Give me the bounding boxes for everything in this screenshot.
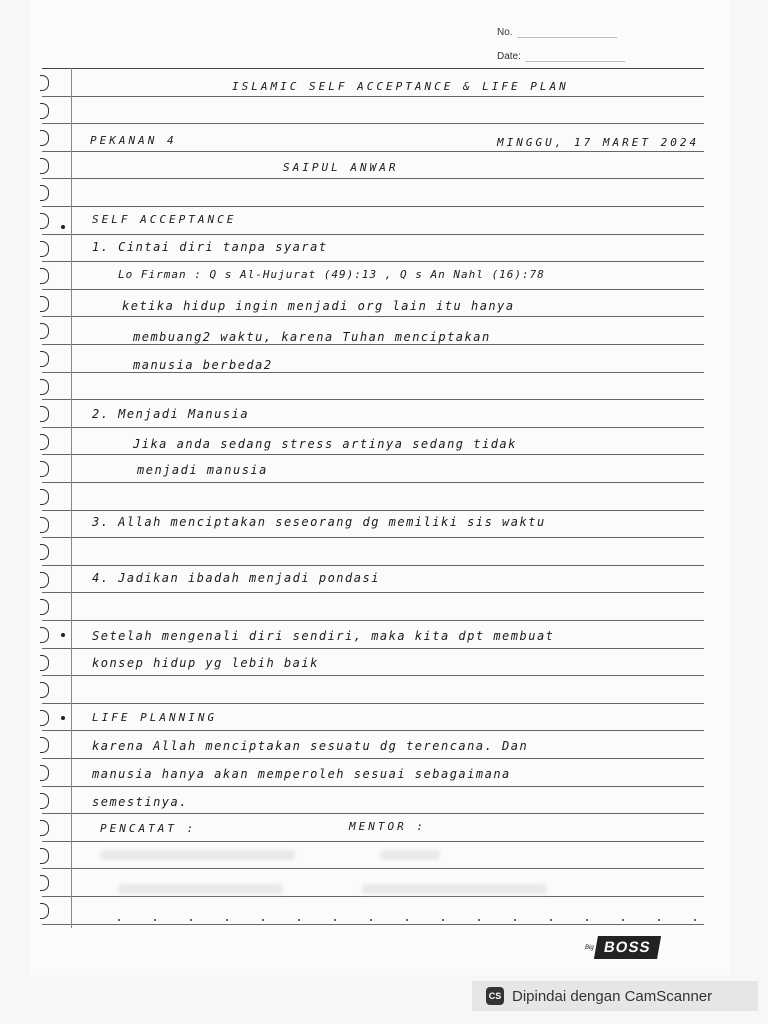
camscanner-icon: CS — [486, 987, 504, 1005]
ruled-line — [42, 316, 704, 317]
ruled-line — [42, 924, 704, 925]
ruled-line — [42, 96, 704, 97]
logo-boss-text: BOSS — [594, 936, 661, 959]
ruled-line — [42, 289, 704, 290]
header-fields — [497, 14, 625, 62]
dot — [262, 919, 264, 921]
notebook-brand-logo — [585, 936, 658, 959]
ruled-line — [42, 565, 704, 566]
ruled-line — [42, 813, 704, 814]
ruled-line — [42, 730, 704, 731]
dot — [550, 919, 552, 921]
ruled-line — [42, 68, 704, 69]
point-2-line-1: Jika anda sedang stress artinya sedang tidak — [133, 437, 517, 451]
ruled-line — [42, 399, 704, 400]
ruled-line — [42, 896, 704, 897]
ruled-line — [42, 123, 704, 124]
redacted-signature — [100, 850, 295, 860]
redacted-name — [362, 884, 547, 894]
camscanner-watermark — [472, 981, 758, 1011]
ruled-line — [42, 703, 704, 704]
point-1-line-1: ketika hidup ingin menjadi org lain itu hanya — [122, 299, 515, 313]
pencatat-label: PENCATAT : — [100, 822, 197, 835]
bullet — [61, 716, 65, 720]
point-1-line-3: manusia berbeda2 — [133, 358, 273, 372]
dot — [514, 919, 516, 921]
mentor-label: MENTOR : — [349, 820, 426, 833]
date-label: Date: — [497, 51, 521, 62]
bullet — [61, 633, 65, 637]
redacted-signature — [380, 850, 440, 860]
ruled-line — [42, 648, 704, 649]
ruled-line — [42, 592, 704, 593]
dot — [658, 919, 660, 921]
margin-line — [71, 68, 72, 928]
life-planning-line-3: semestinya. — [92, 795, 188, 809]
point-1-reference: Lo Firman : Q s Al-Hujurat (49):13 , Q s An Nahl (16):78 — [118, 268, 545, 281]
point-1-line-2: membuang2 waktu, karena Tuhan menciptakan — [133, 330, 491, 344]
dot — [586, 919, 588, 921]
ruled-line — [42, 372, 704, 373]
bullet — [61, 225, 65, 229]
dot — [154, 919, 156, 921]
ruled-line — [42, 620, 704, 621]
dot — [226, 919, 228, 921]
ruled-line — [42, 206, 704, 207]
life-planning-heading: LIFE PLANNING — [92, 711, 218, 724]
ruled-line — [42, 482, 704, 483]
point-3: 3. Allah menciptakan seseorang dg memiliki sis waktu — [92, 515, 546, 529]
camscanner-text: Dipindai dengan CamScanner — [512, 987, 713, 1005]
no-label: No. — [497, 27, 513, 38]
ruled-line — [42, 234, 704, 235]
ruled-line — [42, 537, 704, 538]
ruled-line — [42, 675, 704, 676]
week-label: PEKANAN 4 — [90, 134, 177, 147]
dot — [370, 919, 372, 921]
life-planning-line-1: karena Allah menciptakan sesuatu dg terencana. Dan — [92, 739, 529, 753]
ruled-line — [42, 261, 704, 262]
ruled-line — [42, 868, 704, 869]
ruled-line — [42, 758, 704, 759]
ruled-line — [42, 178, 704, 179]
student-name: SAIPUL ANWAR — [283, 161, 399, 174]
date-field — [497, 38, 625, 62]
dot — [442, 919, 444, 921]
point-2-title: 2. Menjadi Manusia — [92, 407, 250, 421]
ruled-line — [42, 344, 704, 345]
no-field — [497, 14, 625, 38]
life-planning-line-2: manusia hanya akan memperoleh sesuai sebagaimana — [92, 767, 511, 781]
redacted-name — [118, 884, 283, 894]
conclusion-line-2: konsep hidup yg lebih baik — [92, 656, 319, 670]
point-1-title: 1. Cintai diri tanpa syarat — [92, 240, 328, 254]
date-text: MINGGU, 17 MARET 2024 — [497, 136, 700, 149]
dot — [334, 919, 336, 921]
logo-big-text: Big — [585, 944, 594, 951]
ruled-line — [42, 454, 704, 455]
point-2-line-2: menjadi manusia — [137, 463, 268, 477]
ruled-line — [42, 841, 704, 842]
dot — [298, 919, 300, 921]
dot — [478, 919, 480, 921]
ruled-line — [42, 786, 704, 787]
dot — [694, 919, 696, 921]
ruled-line — [42, 510, 704, 511]
conclusion-line-1: Setelah mengenali diri sendiri, maka kita dpt membuat — [92, 629, 555, 643]
ruled-line — [42, 427, 704, 428]
point-4: 4. Jadikan ibadah menjadi pondasi — [92, 571, 380, 585]
page-title: ISLAMIC SELF ACCEPTANCE & LIFE PLAN — [232, 80, 569, 93]
dot — [190, 919, 192, 921]
dot — [118, 919, 120, 921]
self-acceptance-heading: SELF ACCEPTANCE — [92, 213, 237, 226]
dot — [406, 919, 408, 921]
dot — [622, 919, 624, 921]
ruled-line — [42, 151, 704, 152]
